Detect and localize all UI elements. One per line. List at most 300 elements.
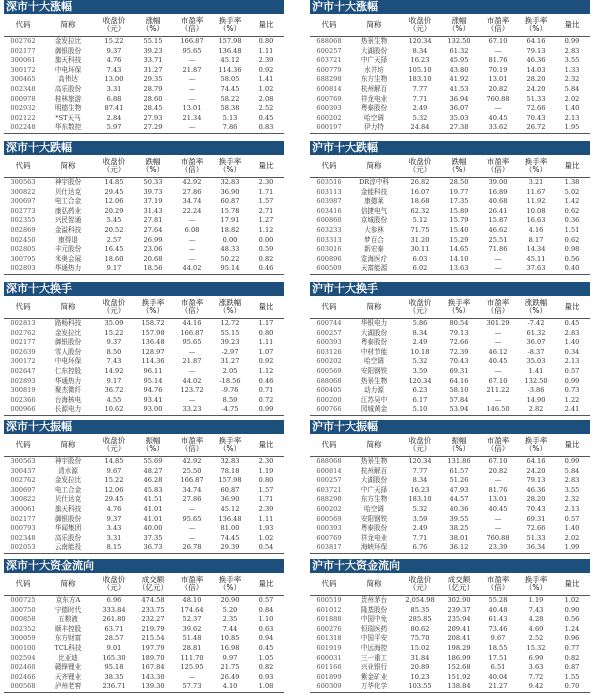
column-header-label: 成交额	[447, 574, 471, 584]
stock-code: 600202	[316, 113, 342, 122]
table-row[interactable]	[310, 245, 590, 255]
cell-value: 16.89	[488, 187, 508, 196]
table-row[interactable]	[310, 197, 590, 207]
cell-value: 20.29	[104, 206, 124, 215]
table-row[interactable]	[310, 377, 590, 387]
cell-value: 18.56	[134, 264, 172, 274]
stock-code: 000793	[10, 524, 36, 533]
cell-value: 36.90	[220, 187, 240, 196]
cell-value: 1.12	[258, 225, 274, 234]
column-header-label: 换手率	[524, 156, 548, 166]
cell-value: 6.03	[412, 254, 428, 263]
stock-code: 600766	[310, 405, 348, 415]
cell-value: 40.68	[488, 197, 508, 206]
cell-value: —	[478, 264, 518, 274]
stock-code: 600744	[316, 319, 342, 327]
cell-value: 7.72	[528, 672, 544, 681]
stock-name: 梦百合	[364, 235, 384, 244]
cell-value: 40.36	[449, 504, 469, 513]
cell-value: 125.95	[180, 663, 204, 672]
cell-value: 3.31	[106, 84, 122, 93]
cell-value: 4.16	[528, 225, 544, 234]
table-row[interactable]	[310, 515, 590, 525]
cell-value: 111.70	[180, 653, 204, 662]
table-row[interactable]	[310, 596, 590, 606]
cell-value: 1.51	[564, 225, 580, 234]
table-row[interactable]	[310, 56, 590, 66]
cell-value: 96.11	[143, 366, 163, 375]
table-row[interactable]	[310, 216, 590, 226]
table-row[interactable]	[4, 625, 284, 635]
stock-code: 600814	[316, 84, 342, 93]
table-row[interactable]	[310, 505, 590, 515]
stock-code: 002813	[10, 319, 36, 327]
table-row[interactable]	[4, 543, 284, 553]
ranking-table-block	[4, 0, 284, 136]
table-row[interactable]	[4, 264, 284, 274]
table-row[interactable]	[4, 348, 284, 358]
cell-value: 60.87	[220, 485, 240, 494]
table-row[interactable]	[4, 596, 284, 606]
column-header-label: 简称	[366, 301, 382, 311]
cell-value: 36.07	[449, 104, 469, 113]
table-row[interactable]	[4, 197, 284, 207]
stock-name: 康德莱	[364, 197, 384, 206]
table-row[interactable]	[4, 663, 284, 673]
table-row[interactable]	[4, 524, 284, 534]
table-row[interactable]	[310, 207, 590, 217]
ranking-table	[4, 434, 284, 554]
stock-name: 海峡环保	[348, 543, 400, 553]
ranking-table-block	[4, 141, 284, 277]
table-row[interactable]	[4, 123, 284, 133]
cell-value: 27.38	[440, 123, 478, 133]
table-row[interactable]	[4, 357, 284, 367]
cell-value: 8.59	[222, 395, 238, 404]
cell-value: 15.78	[220, 206, 240, 215]
cell-value: 27.81	[143, 216, 163, 225]
cell-value: 13.63	[440, 264, 478, 274]
stock-name: 祥龙电业	[360, 94, 388, 103]
column-header-label: 简称	[60, 578, 76, 588]
table-row[interactable]	[4, 178, 284, 188]
cell-value: 4.76	[106, 504, 122, 513]
stock-name: 安阳钢铁	[360, 514, 388, 523]
cell-value: 4.69	[528, 624, 544, 633]
cell-value: 2,054.98	[405, 596, 435, 604]
cell-value: 9.37	[106, 514, 122, 523]
stock-code: 002762	[10, 476, 36, 485]
cell-value: 41.01	[143, 504, 163, 513]
table-row[interactable]	[4, 467, 284, 477]
cell-value: 52.37	[182, 615, 202, 624]
column-header	[518, 573, 554, 596]
cell-value: 21.87	[182, 65, 202, 74]
stock-name: 哈空调	[364, 504, 384, 513]
cell-value: 0.82	[258, 254, 274, 263]
cell-value: 64.16	[526, 37, 546, 45]
stock-name: 金发拉比	[54, 476, 82, 485]
cell-value: —	[188, 366, 196, 375]
column-header-unit: （%）	[524, 444, 548, 453]
cell-value: 183.10	[408, 75, 432, 84]
column-header-unit: （倍）	[486, 306, 510, 315]
cell-value: 0.80	[258, 37, 274, 45]
table-row[interactable]	[310, 367, 590, 377]
cell-value: 9.37	[106, 46, 122, 55]
table-row[interactable]	[4, 37, 284, 47]
cell-value: 114.36	[218, 65, 242, 74]
cell-value: 0.57	[564, 366, 580, 375]
column-header	[400, 434, 440, 457]
stock-name: 仁东控股	[54, 366, 82, 375]
cell-value: 26.99	[143, 235, 163, 244]
table-row[interactable]	[310, 338, 590, 348]
cell-value: 50.33	[143, 178, 163, 186]
cell-value: 5.12	[412, 216, 428, 225]
column-header-unit: （倍）	[486, 444, 510, 453]
column-header-label: 量比	[564, 19, 580, 29]
table-row[interactable]	[4, 644, 284, 654]
column-header	[310, 155, 348, 178]
cell-value: 158.72	[141, 319, 165, 327]
stock-name: 粤泰股份	[360, 338, 388, 347]
cell-value: 4.76	[106, 56, 122, 65]
cell-value: 136.48	[218, 514, 242, 523]
column-header	[400, 296, 440, 319]
table-row[interactable]	[310, 405, 590, 415]
cell-value: 13.01	[488, 495, 508, 504]
table-row[interactable]	[310, 457, 590, 467]
cell-value: 157.98	[141, 328, 165, 337]
table-row[interactable]	[310, 534, 590, 544]
stock-name: 京东方A	[55, 596, 81, 604]
table-row[interactable]	[4, 386, 284, 396]
cell-value: 3.59	[412, 366, 428, 375]
table-row[interactable]	[4, 66, 284, 76]
table-row[interactable]	[4, 673, 284, 683]
table-row[interactable]	[310, 467, 590, 477]
table-row[interactable]	[4, 405, 284, 415]
cell-value: 95.65	[182, 514, 202, 523]
column-header-label: 收盘价	[408, 574, 432, 584]
cell-value: 58.05	[220, 75, 240, 84]
cell-value: 36.94	[449, 94, 469, 103]
table-row[interactable]	[310, 66, 590, 76]
table-row[interactable]	[310, 673, 590, 683]
stock-code: 002053	[4, 543, 42, 553]
stock-code: 002893	[10, 376, 36, 385]
column-header-unit: （%）	[447, 24, 471, 33]
stock-code: 603313	[316, 235, 342, 244]
table-row[interactable]	[4, 396, 284, 406]
cell-value: -3.86	[527, 386, 545, 395]
table-row[interactable]	[4, 104, 284, 114]
table-row[interactable]	[310, 615, 590, 625]
cell-value: 1.41	[528, 366, 544, 375]
cell-value: —	[494, 338, 502, 347]
cell-value: 0.72	[258, 395, 274, 404]
table-row[interactable]	[310, 75, 590, 85]
table-row[interactable]	[4, 85, 284, 95]
cell-value: 5.86	[412, 319, 428, 327]
cell-value: 19.77	[449, 187, 469, 196]
cell-value: 81.76	[488, 56, 508, 65]
stock-code: 600257	[316, 46, 342, 55]
table-row[interactable]	[310, 476, 590, 486]
cell-value: 46.28	[143, 476, 163, 485]
table-row[interactable]	[310, 95, 590, 105]
cell-value: 7.43	[106, 357, 122, 366]
column-header-label: 量比	[258, 439, 274, 449]
table-row[interactable]	[310, 654, 590, 664]
column-header	[94, 434, 134, 457]
cell-value: 120.34	[408, 457, 432, 465]
cell-value: 236.71	[94, 682, 134, 692]
cell-value: 0.62	[564, 235, 580, 244]
table-row[interactable]	[4, 216, 284, 226]
table-row[interactable]	[310, 264, 590, 274]
table-row[interactable]	[4, 114, 284, 124]
table-row[interactable]	[4, 654, 284, 664]
cell-value: 10.08	[526, 206, 546, 215]
column-header	[212, 296, 248, 319]
cell-value: 24.84	[400, 123, 440, 133]
column-header-label: 简称	[366, 578, 382, 588]
column-header	[518, 434, 554, 457]
cell-value: 1.17	[258, 319, 274, 327]
table-row[interactable]	[310, 188, 590, 198]
cell-value: 29.39	[212, 543, 248, 553]
cell-value: 0.40	[554, 264, 590, 274]
cell-value: 20.90	[220, 596, 240, 604]
cell-value: 55.28	[488, 596, 508, 604]
table-row[interactable]	[4, 634, 284, 644]
table-row[interactable]	[4, 606, 284, 616]
cell-value: 31.20	[410, 235, 430, 244]
cell-value: 0.63	[258, 624, 274, 633]
stock-name: 新宏泰	[364, 245, 384, 254]
cell-value: 31.27	[143, 65, 163, 74]
column-header-label: 量比	[258, 578, 274, 588]
cell-value: 73.46	[488, 624, 508, 633]
table-row[interactable]	[4, 338, 284, 348]
table-row[interactable]	[310, 348, 590, 358]
cell-value: 0.46	[248, 264, 284, 274]
table-row[interactable]	[310, 495, 590, 505]
cell-value: 15.22	[104, 328, 124, 337]
cell-value: 38.35	[104, 672, 124, 681]
cell-value: 261.80	[102, 615, 126, 624]
table-row[interactable]	[4, 615, 284, 625]
table-row[interactable]	[310, 663, 590, 673]
stock-name: 米奥会展	[54, 254, 82, 263]
table-row[interactable]	[4, 188, 284, 198]
cell-value: 45.83	[143, 485, 163, 494]
cell-value: 2.02	[564, 94, 580, 103]
table-row[interactable]	[310, 114, 590, 124]
table-row[interactable]	[4, 329, 284, 339]
table-row[interactable]	[310, 386, 590, 396]
table-row[interactable]	[310, 85, 590, 95]
table-row[interactable]	[4, 505, 284, 515]
cell-value: 0.45	[564, 319, 580, 327]
stock-name: 长源电力	[42, 405, 94, 415]
cell-value: 13.01	[488, 75, 508, 84]
stock-code: 002177	[10, 514, 36, 523]
cell-value: 17.51	[488, 653, 508, 662]
cell-value: 14.85	[104, 457, 124, 465]
table-row[interactable]	[310, 226, 590, 236]
column-header-unit: （%）	[447, 444, 471, 453]
table-row[interactable]	[4, 377, 284, 387]
cell-value: 67.10	[488, 376, 508, 385]
table-row[interactable]	[310, 319, 590, 329]
cell-value: 78.18	[220, 466, 240, 475]
cell-value: 197.79	[141, 643, 165, 652]
cell-value: 1.19	[528, 596, 544, 604]
table-row[interactable]	[4, 515, 284, 525]
cell-value: 183.10	[408, 495, 432, 504]
table-row[interactable]	[310, 329, 590, 339]
table-row[interactable]	[4, 47, 284, 57]
column-header-unit: （元）	[102, 24, 126, 33]
column-header	[172, 14, 212, 37]
cell-value: 15.22	[104, 476, 124, 485]
column-header-label: 代码	[321, 19, 337, 29]
table-row[interactable]	[310, 625, 590, 635]
cell-value: 40.45	[488, 113, 508, 122]
column-header	[172, 155, 212, 178]
table-row[interactable]	[310, 123, 590, 133]
cell-value: 40.45	[488, 357, 508, 366]
column-header-unit: （%）	[524, 306, 548, 315]
cell-value: 26.72	[518, 123, 554, 133]
table-row[interactable]	[4, 255, 284, 265]
cell-value: 232.27	[141, 615, 165, 624]
table-row[interactable]	[310, 524, 590, 534]
cell-value: 64.16	[449, 376, 469, 385]
cell-value: 157.98	[218, 37, 242, 45]
stock-code: 600200	[316, 395, 342, 404]
stock-code: 600197	[310, 123, 348, 133]
stock-name: 御银股份	[54, 46, 82, 55]
table-row[interactable]	[310, 178, 590, 188]
table-row[interactable]	[4, 367, 284, 377]
cell-value: 23.39	[478, 543, 518, 553]
table-row[interactable]	[310, 47, 590, 57]
table-row[interactable]	[310, 255, 590, 265]
cell-value: 72.39	[449, 347, 469, 356]
table-row[interactable]	[4, 236, 284, 246]
table-row[interactable]	[4, 486, 284, 496]
ranking-table-block	[4, 282, 284, 418]
cell-value: 37.19	[143, 197, 163, 206]
cell-value: 0.00	[258, 235, 274, 244]
table-row[interactable]	[4, 476, 284, 486]
cell-value: 16.23	[410, 485, 430, 494]
column-header-unit: （倍）	[180, 306, 204, 315]
stock-name: DR淳中科	[358, 178, 390, 186]
table-row[interactable]	[4, 495, 284, 505]
cell-value: 0.80	[258, 328, 274, 337]
table-row[interactable]	[310, 486, 590, 496]
cell-value: —	[188, 84, 196, 93]
stock-name: 园城黄金	[348, 405, 400, 415]
cell-value: 21.75	[220, 663, 240, 672]
stock-name: 神宇股份	[54, 457, 82, 465]
cell-value: -4.75	[212, 405, 248, 415]
table-row[interactable]	[310, 104, 590, 114]
table-row[interactable]	[310, 37, 590, 47]
stock-code: 300822	[10, 495, 36, 504]
table-row[interactable]	[4, 319, 284, 329]
stock-name: 雪人股份	[54, 347, 82, 356]
table-row[interactable]	[4, 207, 284, 217]
cell-value: 81.76	[488, 485, 508, 494]
stock-code: 002805	[10, 245, 36, 254]
cell-value: 6.88	[106, 94, 122, 103]
header-row	[310, 296, 590, 319]
column-header-unit: （元）	[102, 165, 126, 174]
cell-value: 1.71	[258, 495, 274, 504]
table-row[interactable]	[310, 644, 590, 654]
cell-value: 20.52	[104, 225, 124, 234]
stock-code: 000858	[10, 615, 36, 624]
cell-value: —	[494, 514, 502, 523]
cell-value: 27.86	[182, 495, 202, 504]
stock-name: 万华化学	[348, 682, 400, 692]
column-header	[518, 14, 554, 37]
table-row[interactable]	[4, 75, 284, 85]
cell-value: 14.85	[104, 178, 124, 186]
table-row[interactable]	[4, 245, 284, 255]
cell-value: 70.19	[488, 65, 508, 74]
table-row[interactable]	[310, 357, 590, 367]
column-header-label: 收盘价	[102, 574, 126, 584]
column-header-label: 代码	[15, 160, 31, 170]
column-header	[440, 155, 478, 178]
cell-value: 36.72	[104, 386, 124, 395]
cell-value: 2.49	[412, 524, 428, 533]
table-row[interactable]	[4, 95, 284, 105]
table-row[interactable]	[4, 457, 284, 467]
table-row[interactable]	[4, 56, 284, 66]
stock-name: 祥龙电业	[360, 533, 388, 542]
stock-code: 300697	[10, 197, 36, 206]
table-row[interactable]	[310, 543, 590, 553]
cell-value: 29.35	[143, 75, 163, 84]
cell-value: 70.43	[449, 357, 469, 366]
table-row[interactable]	[310, 396, 590, 406]
table-row[interactable]	[4, 534, 284, 544]
cell-value: 8.34	[412, 328, 428, 337]
table-row[interactable]	[310, 634, 590, 644]
table-title: 沪市十大换手	[310, 282, 590, 296]
cell-value: —	[188, 533, 196, 542]
stock-name: 电工合金	[54, 197, 82, 206]
cell-value: 2.13	[564, 357, 580, 366]
stock-code: 600393	[316, 338, 342, 347]
cell-value: 1.11	[258, 514, 274, 523]
table-row[interactable]	[310, 606, 590, 616]
cell-value: 58.10	[449, 386, 469, 395]
cell-value: 35.09	[104, 319, 124, 327]
stock-name: 哈空调	[364, 357, 384, 366]
table-row[interactable]	[4, 226, 284, 236]
table-row[interactable]	[310, 236, 590, 246]
column-header-label: 简称	[366, 160, 382, 170]
